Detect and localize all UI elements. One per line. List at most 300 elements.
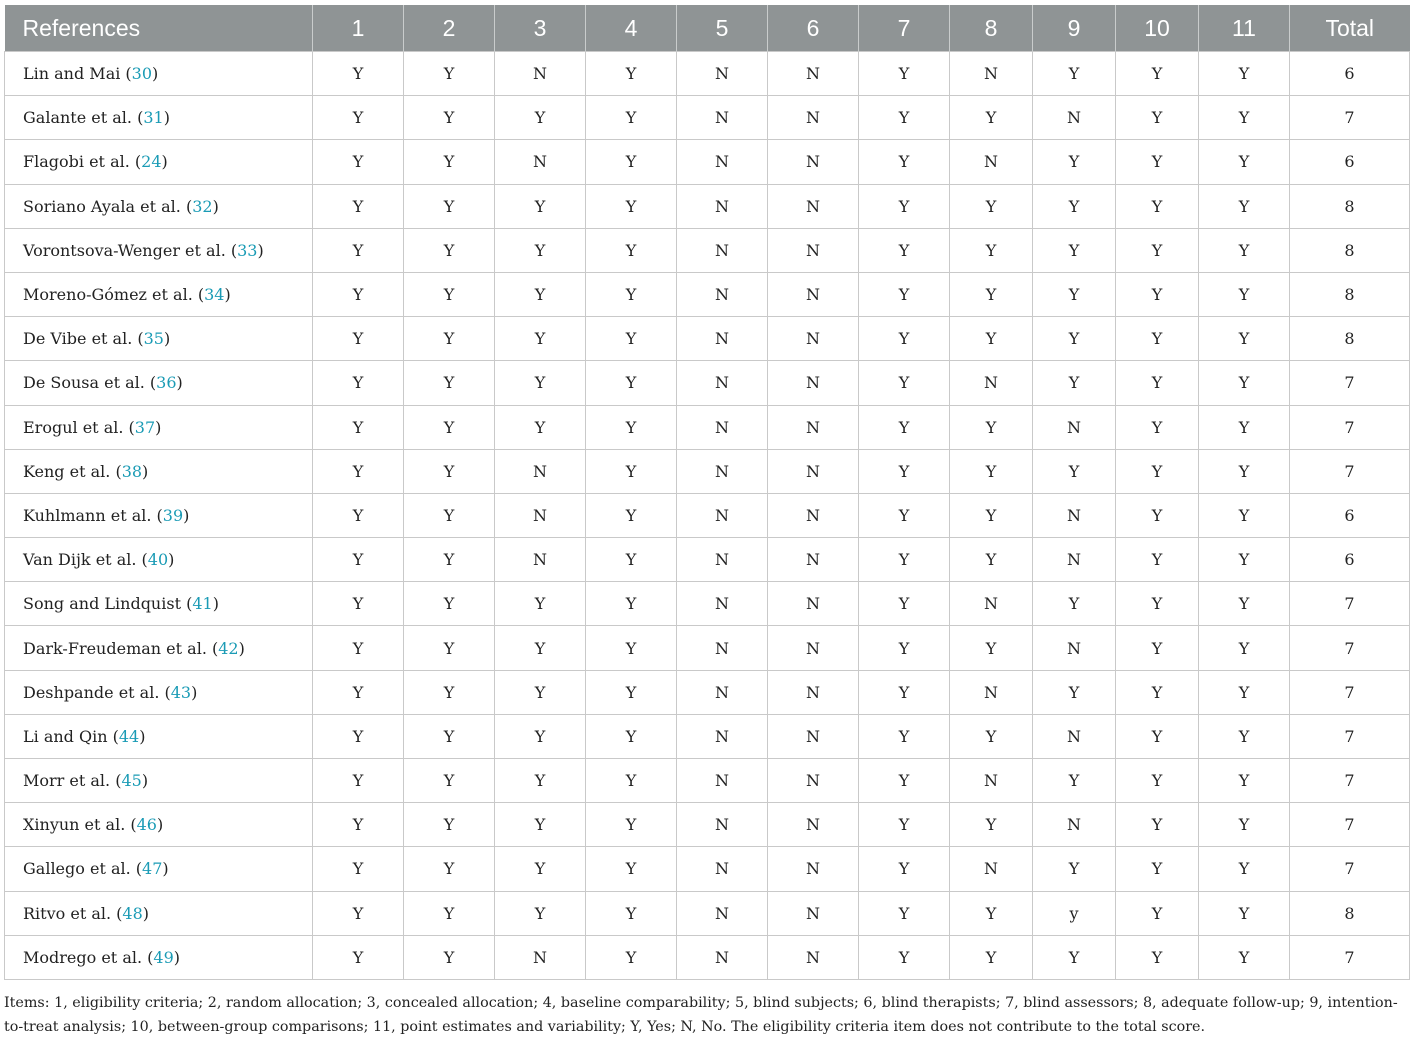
item-10-cell: Y <box>1116 52 1199 96</box>
item-5-cell: N <box>677 317 768 361</box>
item-3-cell: Y <box>495 582 586 626</box>
item-7-cell: Y <box>859 52 950 96</box>
item-8-cell: N <box>950 759 1033 803</box>
item-8-cell: Y <box>950 493 1033 537</box>
table-container <box>4 5 1410 980</box>
item-11-cell: Y <box>1199 891 1290 935</box>
citation-link[interactable]: 31 <box>143 108 164 128</box>
item-8-cell: Y <box>950 449 1033 493</box>
item-6-cell: N <box>768 272 859 316</box>
item-5-cell: N <box>677 52 768 96</box>
item-3-cell: Y <box>495 803 586 847</box>
item-9-cell: Y <box>1033 52 1116 96</box>
header-row <box>5 5 1410 52</box>
item-10-cell: Y <box>1116 228 1199 272</box>
item-11-cell: Y <box>1199 361 1290 405</box>
item-10-cell: Y <box>1116 582 1199 626</box>
total-score-cell: 7 <box>1290 361 1410 405</box>
item-8-cell: Y <box>950 184 1033 228</box>
item-7-cell: Y <box>859 361 950 405</box>
total-score-cell: 7 <box>1290 935 1410 979</box>
item-3-cell: Y <box>495 317 586 361</box>
item-11-cell: Y <box>1199 184 1290 228</box>
item-10-cell: Y <box>1116 803 1199 847</box>
reference-cell: Erogul et al. (37) <box>5 405 313 449</box>
reference-name: De Sousa et al. <box>23 373 145 393</box>
reference-name: Flagobi et al. <box>23 152 130 172</box>
citation-link[interactable]: 40 <box>147 550 169 570</box>
citation-link[interactable]: 44 <box>118 726 140 746</box>
item-9-cell: Y <box>1033 582 1116 626</box>
header-total: Total <box>1290 5 1410 52</box>
item-9-cell: N <box>1033 803 1116 847</box>
reference-cell: Soriano Ayala et al. (32) <box>5 184 313 228</box>
item-10-cell: Y <box>1116 449 1199 493</box>
item-6-cell: N <box>768 449 859 493</box>
table-row <box>5 670 1410 714</box>
item-2-cell: Y <box>404 626 495 670</box>
item-2-cell: Y <box>404 714 495 758</box>
item-6-cell: N <box>768 96 859 140</box>
item-8-cell: N <box>950 847 1033 891</box>
item-3-cell: Y <box>495 670 586 714</box>
item-9-cell: Y <box>1033 228 1116 272</box>
total-score-cell: 7 <box>1290 582 1410 626</box>
item-1-cell: Y <box>313 670 404 714</box>
item-10-cell: Y <box>1116 891 1199 935</box>
table-row <box>5 582 1410 626</box>
item-7-cell: Y <box>859 891 950 935</box>
reference-name: Vorontsova-Wenger et al. <box>23 240 226 260</box>
item-9-cell: Y <box>1033 449 1116 493</box>
item-1-cell: Y <box>313 96 404 140</box>
item-4-cell: Y <box>586 538 677 582</box>
header-item-5: 5 <box>677 5 768 52</box>
reference-cell: Flagobi et al. (24) <box>5 140 313 184</box>
item-3-cell: Y <box>495 714 586 758</box>
item-10-cell: Y <box>1116 493 1199 537</box>
item-6-cell: N <box>768 935 859 979</box>
item-11-cell: Y <box>1199 582 1290 626</box>
item-3-cell: N <box>495 935 586 979</box>
item-8-cell: Y <box>950 405 1033 449</box>
table-row <box>5 891 1410 935</box>
item-2-cell: Y <box>404 140 495 184</box>
header-item-6: 6 <box>768 5 859 52</box>
item-2-cell: Y <box>404 759 495 803</box>
citation-link[interactable]: 43 <box>170 682 192 702</box>
reference-cell: Xinyun et al. (46) <box>5 803 313 847</box>
item-2-cell: Y <box>404 670 495 714</box>
table-row <box>5 140 1410 184</box>
table-row <box>5 803 1410 847</box>
item-2-cell: Y <box>404 803 495 847</box>
item-7-cell: Y <box>859 670 950 714</box>
item-11-cell: Y <box>1199 626 1290 670</box>
item-6-cell: N <box>768 714 859 758</box>
item-10-cell: Y <box>1116 935 1199 979</box>
table-footnote: Items: 1, eligibility criteria; 2, random allocation; 3, concealed allocation; 4, baseline comparability; 5, blind subjects; 6, blind therapists; 7, blind assessors; 8, adequate follow-up; 9, intention-to-treat analysis; 10, between-group comparisons; 11, point estimates and variability; Y, Yes; N, No. The eligibility criteria item does not contribute to the total score. <box>4 995 1398 1035</box>
item-11-cell: Y <box>1199 759 1290 803</box>
table-row <box>5 272 1410 316</box>
total-score-cell: 6 <box>1290 52 1410 96</box>
item-8-cell: N <box>950 670 1033 714</box>
citation-link[interactable]: 46 <box>136 815 157 835</box>
item-1-cell: Y <box>313 538 404 582</box>
citation-link[interactable]: 36 <box>156 373 177 393</box>
header-item-9: 9 <box>1033 5 1116 52</box>
item-7-cell: Y <box>859 803 950 847</box>
item-11-cell: Y <box>1199 228 1290 272</box>
item-6-cell: N <box>768 847 859 891</box>
item-10-cell: Y <box>1116 538 1199 582</box>
item-4-cell: Y <box>586 405 677 449</box>
citation-link[interactable]: 45 <box>121 771 142 791</box>
citation-link[interactable]: 39 <box>162 505 184 525</box>
citation-link[interactable]: 35 <box>143 329 164 349</box>
item-8-cell: Y <box>950 538 1033 582</box>
item-11-cell: Y <box>1199 493 1290 537</box>
reference-name: Modrego et al. <box>23 947 143 967</box>
item-3-cell: N <box>495 140 586 184</box>
item-3-cell: Y <box>495 272 586 316</box>
item-2-cell: Y <box>404 405 495 449</box>
item-4-cell: Y <box>586 670 677 714</box>
item-5-cell: N <box>677 361 768 405</box>
total-score-cell: 8 <box>1290 317 1410 361</box>
citation-link[interactable]: 42 <box>218 638 239 658</box>
reference-cell: Li and Qin (44) <box>5 714 313 758</box>
item-8-cell: Y <box>950 891 1033 935</box>
item-4-cell: Y <box>586 228 677 272</box>
table-row <box>5 759 1410 803</box>
item-4-cell: Y <box>586 582 677 626</box>
item-6-cell: N <box>768 405 859 449</box>
item-9-cell: Y <box>1033 847 1116 891</box>
reference-cell: Song and Lindquist (41) <box>5 582 313 626</box>
item-1-cell: Y <box>313 449 404 493</box>
item-9-cell: N <box>1033 626 1116 670</box>
item-2-cell: Y <box>404 449 495 493</box>
citation-link[interactable]: 48 <box>122 903 143 923</box>
citation-link[interactable]: 38 <box>121 461 143 481</box>
reference-name: Song and Lindquist <box>23 594 181 614</box>
item-11-cell: Y <box>1199 96 1290 140</box>
item-1-cell: Y <box>313 272 404 316</box>
reference-name: Li and Qin <box>23 726 108 746</box>
item-10-cell: Y <box>1116 670 1199 714</box>
reference-name: Van Dijk et al. <box>23 550 137 570</box>
item-1-cell: Y <box>313 52 404 96</box>
item-7-cell: Y <box>859 405 950 449</box>
table-row <box>5 449 1410 493</box>
item-4-cell: Y <box>586 714 677 758</box>
reference-name: Gallego et al. <box>23 859 131 879</box>
reference-name: Deshpande et al. <box>23 682 160 702</box>
total-score-cell: 6 <box>1290 538 1410 582</box>
item-11-cell: Y <box>1199 52 1290 96</box>
item-9-cell: Y <box>1033 140 1116 184</box>
item-1-cell: Y <box>313 140 404 184</box>
reference-cell: Galante et al. (31) <box>5 96 313 140</box>
reference-name: Dark-Freudeman et al. <box>23 638 207 658</box>
total-score-cell: 7 <box>1290 405 1410 449</box>
reference-name: Galante et al. <box>23 108 132 128</box>
citation-link[interactable]: 24 <box>141 152 162 172</box>
reference-name: Ritvo et al. <box>23 903 112 923</box>
item-3-cell: Y <box>495 626 586 670</box>
item-2-cell: Y <box>404 538 495 582</box>
item-5-cell: N <box>677 140 768 184</box>
table-body <box>5 52 1410 980</box>
citation-link[interactable]: 33 <box>237 240 258 260</box>
item-10-cell: Y <box>1116 184 1199 228</box>
item-8-cell: Y <box>950 317 1033 361</box>
item-9-cell: N <box>1033 493 1116 537</box>
item-2-cell: Y <box>404 52 495 96</box>
item-8-cell: N <box>950 140 1033 184</box>
reference-cell: Vorontsova-Wenger et al. (33) <box>5 228 313 272</box>
item-11-cell: Y <box>1199 714 1290 758</box>
item-1-cell: Y <box>313 891 404 935</box>
reference-name: Erogul et al. <box>23 417 124 437</box>
item-9-cell: Y <box>1033 317 1116 361</box>
item-4-cell: Y <box>586 449 677 493</box>
item-2-cell: Y <box>404 228 495 272</box>
total-score-cell: 8 <box>1290 228 1410 272</box>
item-10-cell: Y <box>1116 361 1199 405</box>
item-9-cell: Y <box>1033 184 1116 228</box>
item-5-cell: N <box>677 891 768 935</box>
item-5-cell: N <box>677 228 768 272</box>
item-5-cell: N <box>677 184 768 228</box>
item-4-cell: Y <box>586 140 677 184</box>
reference-name: Morr et al. <box>23 771 111 791</box>
table-row <box>5 935 1410 979</box>
item-7-cell: Y <box>859 493 950 537</box>
item-2-cell: Y <box>404 847 495 891</box>
item-11-cell: Y <box>1199 449 1290 493</box>
item-7-cell: Y <box>859 714 950 758</box>
item-3-cell: N <box>495 52 586 96</box>
item-11-cell: Y <box>1199 847 1290 891</box>
pedro-quality-table <box>4 5 1410 980</box>
reference-cell: Kuhlmann et al. (39) <box>5 493 313 537</box>
item-4-cell: Y <box>586 626 677 670</box>
item-7-cell: Y <box>859 847 950 891</box>
item-4-cell: Y <box>586 52 677 96</box>
item-1-cell: Y <box>313 405 404 449</box>
citation-link[interactable]: 41 <box>192 594 213 614</box>
item-11-cell: Y <box>1199 935 1290 979</box>
header-item-7: 7 <box>859 5 950 52</box>
item-1-cell: Y <box>313 935 404 979</box>
item-2-cell: Y <box>404 317 495 361</box>
reference-cell: Dark-Freudeman et al. (42) <box>5 626 313 670</box>
item-9-cell: Y <box>1033 361 1116 405</box>
item-2-cell: Y <box>404 361 495 405</box>
item-7-cell: Y <box>859 449 950 493</box>
item-7-cell: Y <box>859 538 950 582</box>
table-row <box>5 714 1410 758</box>
item-9-cell: y <box>1033 891 1116 935</box>
item-5-cell: N <box>677 935 768 979</box>
item-5-cell: N <box>677 538 768 582</box>
item-11-cell: Y <box>1199 140 1290 184</box>
header-item-8: 8 <box>950 5 1033 52</box>
citation-link[interactable]: 49 <box>153 947 174 967</box>
item-11-cell: Y <box>1199 538 1290 582</box>
item-9-cell: Y <box>1033 935 1116 979</box>
header-item-4: 4 <box>586 5 677 52</box>
total-score-cell: 8 <box>1290 272 1410 316</box>
item-1-cell: Y <box>313 317 404 361</box>
item-2-cell: Y <box>404 935 495 979</box>
reference-cell: Ritvo et al. (48) <box>5 891 313 935</box>
item-10-cell: Y <box>1116 140 1199 184</box>
item-7-cell: Y <box>859 272 950 316</box>
item-7-cell: Y <box>859 935 950 979</box>
item-1-cell: Y <box>313 228 404 272</box>
item-7-cell: Y <box>859 759 950 803</box>
table-row <box>5 228 1410 272</box>
item-4-cell: Y <box>586 96 677 140</box>
header-item-1: 1 <box>313 5 404 52</box>
total-score-cell: 6 <box>1290 140 1410 184</box>
item-11-cell: Y <box>1199 670 1290 714</box>
reference-cell: De Vibe et al. (35) <box>5 317 313 361</box>
item-1-cell: Y <box>313 714 404 758</box>
item-6-cell: N <box>768 140 859 184</box>
reference-cell: Modrego et al. (49) <box>5 935 313 979</box>
item-10-cell: Y <box>1116 272 1199 316</box>
item-3-cell: Y <box>495 405 586 449</box>
item-3-cell: Y <box>495 96 586 140</box>
total-score-cell: 7 <box>1290 847 1410 891</box>
item-6-cell: N <box>768 759 859 803</box>
total-score-cell: 8 <box>1290 184 1410 228</box>
reference-cell: Keng et al. (38) <box>5 449 313 493</box>
item-4-cell: Y <box>586 361 677 405</box>
item-6-cell: N <box>768 670 859 714</box>
item-6-cell: N <box>768 493 859 537</box>
item-1-cell: Y <box>313 847 404 891</box>
citation-link[interactable]: 34 <box>204 285 225 305</box>
reference-name: Keng et al. <box>23 461 111 481</box>
citation-link[interactable]: 47 <box>142 859 163 879</box>
total-score-cell: 7 <box>1290 759 1410 803</box>
item-11-cell: Y <box>1199 272 1290 316</box>
item-11-cell: Y <box>1199 317 1290 361</box>
reference-cell: Morr et al. (45) <box>5 759 313 803</box>
citation-link[interactable]: 32 <box>192 196 213 216</box>
table-row <box>5 626 1410 670</box>
item-2-cell: Y <box>404 493 495 537</box>
item-6-cell: N <box>768 891 859 935</box>
item-10-cell: Y <box>1116 847 1199 891</box>
item-2-cell: Y <box>404 582 495 626</box>
item-1-cell: Y <box>313 759 404 803</box>
total-score-cell: 7 <box>1290 449 1410 493</box>
item-7-cell: Y <box>859 140 950 184</box>
citation-link[interactable]: 37 <box>134 417 156 437</box>
item-10-cell: Y <box>1116 96 1199 140</box>
table-row <box>5 96 1410 140</box>
total-score-cell: 7 <box>1290 96 1410 140</box>
citation-link[interactable]: 30 <box>131 64 153 84</box>
item-5-cell: N <box>677 582 768 626</box>
item-10-cell: Y <box>1116 714 1199 758</box>
reference-name: Xinyun et al. <box>23 815 126 835</box>
total-score-cell: 7 <box>1290 670 1410 714</box>
item-8-cell: Y <box>950 272 1033 316</box>
item-2-cell: Y <box>404 96 495 140</box>
header-item-10: 10 <box>1116 5 1199 52</box>
item-8-cell: N <box>950 52 1033 96</box>
reference-name: Soriano Ayala et al. <box>23 196 181 216</box>
item-7-cell: Y <box>859 184 950 228</box>
item-1-cell: Y <box>313 582 404 626</box>
item-5-cell: N <box>677 449 768 493</box>
item-7-cell: Y <box>859 626 950 670</box>
item-1-cell: Y <box>313 493 404 537</box>
item-1-cell: Y <box>313 803 404 847</box>
item-9-cell: Y <box>1033 759 1116 803</box>
reference-cell: Gallego et al. (47) <box>5 847 313 891</box>
reference-cell: Moreno-Gómez et al. (34) <box>5 272 313 316</box>
item-3-cell: Y <box>495 847 586 891</box>
item-6-cell: N <box>768 803 859 847</box>
item-3-cell: N <box>495 449 586 493</box>
table-row <box>5 538 1410 582</box>
item-8-cell: N <box>950 582 1033 626</box>
table-row <box>5 184 1410 228</box>
item-4-cell: Y <box>586 184 677 228</box>
item-8-cell: Y <box>950 935 1033 979</box>
item-4-cell: Y <box>586 317 677 361</box>
item-5-cell: N <box>677 759 768 803</box>
item-5-cell: N <box>677 405 768 449</box>
reference-name: Moreno-Gómez et al. <box>23 285 193 305</box>
item-3-cell: N <box>495 493 586 537</box>
item-3-cell: Y <box>495 361 586 405</box>
item-5-cell: N <box>677 96 768 140</box>
item-2-cell: Y <box>404 891 495 935</box>
item-10-cell: Y <box>1116 626 1199 670</box>
item-8-cell: Y <box>950 626 1033 670</box>
total-score-cell: 7 <box>1290 803 1410 847</box>
item-3-cell: N <box>495 538 586 582</box>
item-8-cell: Y <box>950 228 1033 272</box>
item-5-cell: N <box>677 626 768 670</box>
item-9-cell: Y <box>1033 670 1116 714</box>
table-row <box>5 317 1410 361</box>
item-5-cell: N <box>677 847 768 891</box>
item-11-cell: Y <box>1199 803 1290 847</box>
item-6-cell: N <box>768 52 859 96</box>
item-4-cell: Y <box>586 759 677 803</box>
item-4-cell: Y <box>586 272 677 316</box>
item-5-cell: N <box>677 493 768 537</box>
reference-name: Lin and Mai <box>23 64 121 84</box>
reference-cell: Lin and Mai (30) <box>5 52 313 96</box>
item-7-cell: Y <box>859 582 950 626</box>
item-7-cell: Y <box>859 96 950 140</box>
item-6-cell: N <box>768 361 859 405</box>
item-1-cell: Y <box>313 361 404 405</box>
item-4-cell: Y <box>586 847 677 891</box>
table-row <box>5 405 1410 449</box>
